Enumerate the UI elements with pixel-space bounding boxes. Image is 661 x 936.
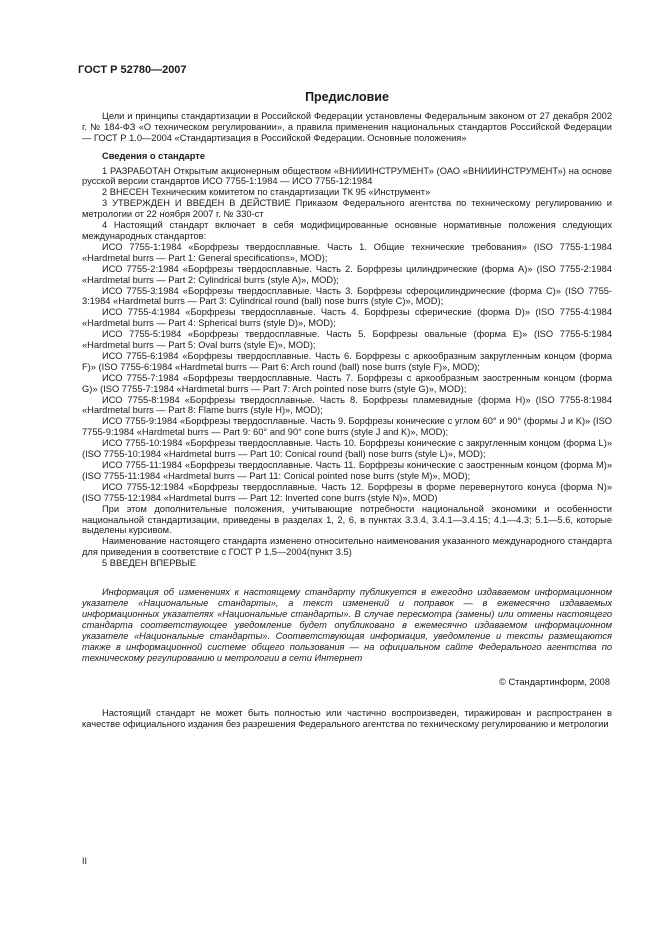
copyright-notice <box>82 708 612 730</box>
standard-ref-7: ИСО 7755-7:1984 «Борфрезы твердосплавные. Часть 7. Борфрезы с аркообразным заостренным концом (форма G)» (ISO 7755-7:1984 «Hardmetal burrs — Part 7: Arch pointed nose burrs (style G)», MOD); <box>82 372 612 394</box>
standard-ref-9: ИСО 7755-9:1984 «Борфрезы твердосплавные. Часть 9. Борфрезы конические с углом 60° и 90° (формы J и K)» (ISO 7755-9:1984 «Hardmetal burrs — Part 9: 60° and 90° cone burrs (style J and K)», MOD); <box>82 416 612 438</box>
standard-ref-12: ИСО 7755-12:1984 «Борфрезы твердосплавные. Часть 12. Борфрезы в форме перевернутого конуса (форма N)» (ISO 7755-12:1984 «Hardmetal burrs — Part 12: Inverted cone burrs (style N)», MOD) <box>82 481 612 503</box>
changes-notice-text: Информация об изменениях к настоящему стандарту публикуется в ежегодно издаваемом информационном указателе «Национальные стандарты», а текст изменений и поправок — в ежемесячно издаваемых информационных указателях «Национальные стандарты». В случае пересмотра (замены) или отмены настоящего стандарта соответствующее уведомление будет опубликовано в ежемесячно издаваемом информационном указателе «Национальные стандарты». Соответствующая информация, уведомление и тексты размещаются также в информационной системе общего пользования — на официальном сайте Федерального агентства по техническому регулированию и метрологии в сети Интернет <box>82 587 612 663</box>
name-change-note: Наименование настоящего стандарта изменено относительно наименования указанного международного стандарта для приведения в соответствие с ГОСТ Р 1.5—2004(пункт 3.5) <box>82 536 612 558</box>
page-content <box>82 92 612 730</box>
standard-ref-3: ИСО 7755-3:1984 «Борфрезы твердосплавные. Часть 3. Борфрезы сфероцилиндрические (форма С)» (ISO 7755-3:1984 «Hardmetal burrs — Part 3: Cylindrical round (ball) nose burrs (style C)», MOD); <box>82 285 612 307</box>
standard-ref-2: ИСО 7755-2:1984 «Борфрезы твердосплавные. Часть 2. Борфрезы цилиндрические (форма А)» (ISO 7755-2:1984 «Hardmetal burrs — Part 2: Cylindrical burrs (style A)», MOD); <box>82 263 612 285</box>
copyright-line: © Стандартинформ, 2008 <box>499 677 610 688</box>
copyright-notice-text: Настоящий стандарт не может быть полностью или частично воспроизведен, тиражирован и распространен в качестве официального издания без разрешения Федерального агентства по техническому регулированию и метрологии <box>82 708 612 730</box>
standard-ref-6: ИСО 7755-6:1984 «Борфрезы твердосплавные. Часть 6. Борфрезы с аркообразным закругленным концом (форма F)» (ISO 7755-6:1984 «Hardmetal burrs — Part 6: Arch round (ball) nose burrs (style F)», MOD); <box>82 350 612 372</box>
document-number-header: ГОСТ Р 52780—2007 <box>78 64 187 76</box>
standard-ref-4: ИСО 7755-4:1984 «Борфрезы твердосплавные. Часть 4. Борфрезы сферические (форма D)» (ISO 7755-4:1984 «Hardmetal burrs — Part 4: Spherical burrs (style D)», MOD); <box>82 307 612 329</box>
item-developed: 1 РАЗРАБОТАН Открытым акционерным обществом «ВНИИИНСТРУМЕНТ» (ОАО «ВНИИИНСТРУМЕНТ») на основе русской версии стандартов ИСО 7755-1:1984 — ИСО 7755-12:1984 <box>82 165 612 187</box>
item-approved: 3 УТВЕРЖДЕН И ВВЕДЕН В ДЕЙСТВИЕ Приказом Федерального агентства по техническому регулированию и метрологии от 22 ноября 2007 г. № 330-ст <box>82 198 612 220</box>
changes-notice <box>82 587 612 663</box>
additional-provisions: При этом дополнительные положения, учитывающие потребности национальной экономики и особенности национальной стандартизации, приведены в разделах 1, 2, 6, в пунктах 3.3.4, 3.4.1—3.4.15; 4.1—4.3; 5.1—5.6, которые выделены курсивом. <box>82 503 612 536</box>
standard-ref-10: ИСО 7755-10:1984 «Борфрезы твердосплавные. Часть 10. Борфрезы конические с закругленным концом (форма L)» (ISO 7755-10:1984 «Hardmetal burrs — Part 10: Conical round (ball) nose burrs (style L)», MOD); <box>82 438 612 460</box>
preface-title: Предисловие <box>305 90 389 104</box>
preface-intro: Цели и принципы стандартизации в Российской Федерации установлены Федеральным законом от 27 декабря 2002 г. № 184-ФЗ «О техническом регулировании», а правила применения национальных стандартов Российской Федерации — ГОСТ Р 1.0—2004 «Стандартизация в Российской Федерации. Основные положения» <box>82 110 612 143</box>
item-standards-intro: 4 Настоящий стандарт включает в себя модифицированные основные нормативные положения следующих международных стандартов: <box>82 220 612 241</box>
standard-ref-11: ИСО 7755-11:1984 «Борфрезы твердосплавные. Часть 11. Борфрезы конические с заостренным концом (форма М)» (ISO 7755-11:1984 «Hardmetal burrs — Part 11: Conical pointed nose burrs (style M)», MOD); <box>82 460 612 481</box>
standard-ref-8: ИСО 7755-8:1984 «Борфрезы твердосплавные. Часть 8. Борфрезы пламевидные (форма Н)» (ISO 7755-8:1984 «Hardmetal burrs — Part 8: Flame burrs (style H)», MOD); <box>82 394 612 416</box>
item-submitted: 2 ВНЕСЕН Техническим комитетом по стандартизации ТК 95 «Инструмент» <box>102 187 431 198</box>
standard-ref-1: ИСО 7755-1:1984 «Борфрезы твердосплавные. Часть 1. Общие технические требования» (ISO 7755-1:1984 «Hardmetal burrs — Part 1: General specifications», MOD); <box>82 241 612 263</box>
standard-ref-5: ИСО 7755-5:1984 «Борфрезы твердосплавные. Часть 5. Борфрезы овальные (форма Е)» (ISO 7755-5:1984 «Hardmetal burrs — Part 5: Oval burrs (style E)», MOD); <box>82 329 612 351</box>
info-heading: Сведения о стандарте <box>102 150 206 161</box>
page-number: II <box>82 856 88 866</box>
item-introduced: 5 ВВЕДЕН ВПЕРВЫЕ <box>102 558 197 569</box>
